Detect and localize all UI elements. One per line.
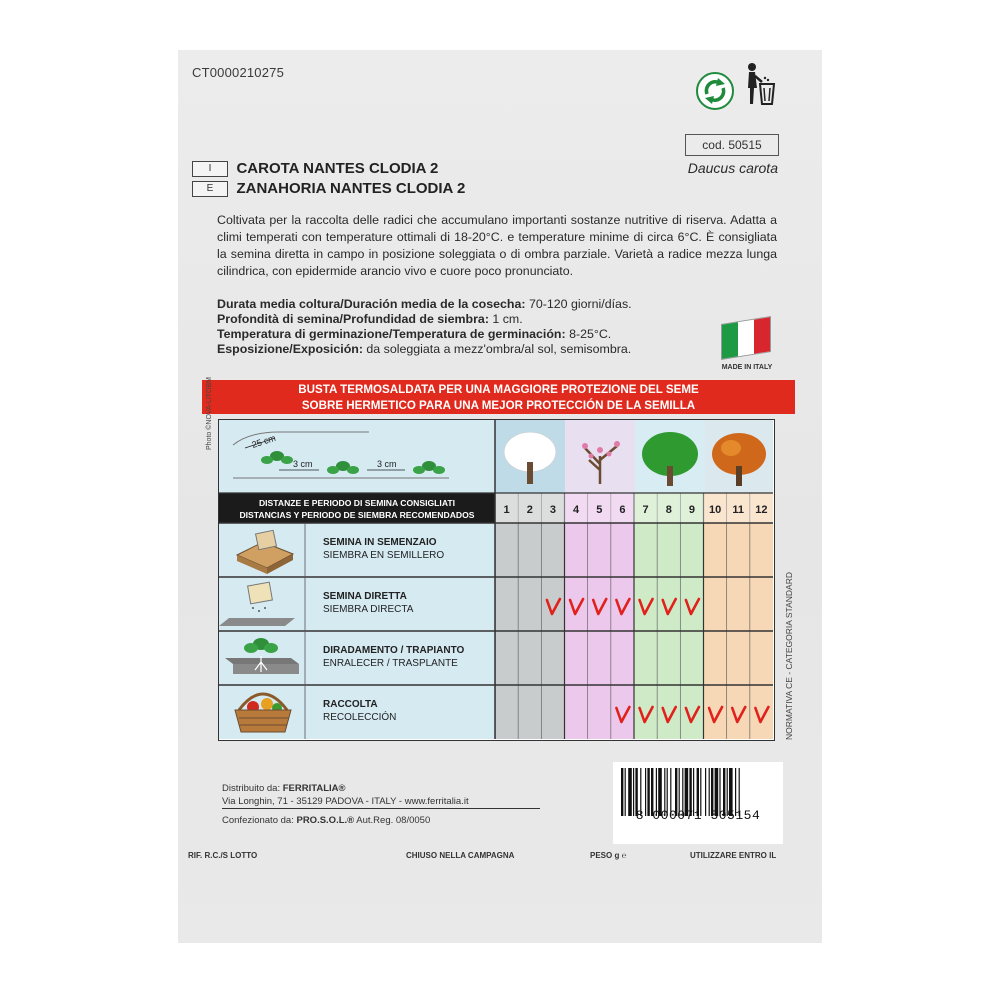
photo-credit: Photo ©NOVA-LITOBM <box>206 377 213 450</box>
item-code: cod. 50515 <box>685 134 779 156</box>
distributor-line: Distribuito da: FERRITALIA® <box>222 783 346 794</box>
activity-2-es: ENRALECER / TRASPLANTE <box>323 658 458 669</box>
barcode <box>613 762 783 844</box>
month-column-7 <box>634 493 657 739</box>
calendar-header-es: DISTANCIAS Y PERIODO DE SIEMBRA RECOMENDADOS <box>239 510 475 520</box>
description: Coltivata per la raccolta delle radici che accumulano importanti sostanze nutritive di riserva. Adatta a climi temperati con temperature ottimali di 18-20°C. e temperature minime di circa 6°C. È consigliata la semina diretta in campo in posizione soleggiata o di ombra parziale. Varietà a radice mezza lunga cilindrica, con epidermide arancio vivo e cuore poco pronunciato. <box>217 213 777 278</box>
spacing-diagram-bg <box>219 420 495 493</box>
title-es: ZANAHORIA NANTES CLODIA 2 <box>236 180 466 198</box>
month-number-5: 5 <box>596 504 603 516</box>
plant-spacing-label-2: 3 cm <box>377 459 397 469</box>
month-number-3: 3 <box>549 504 556 516</box>
fact-depth: Profondità di semina/Profundidad de siembra: 1 cm. <box>217 312 523 326</box>
lang-badge-it: I <box>192 161 228 177</box>
recycle-icon <box>696 72 734 110</box>
month-column-6 <box>611 493 634 739</box>
packer-info: Confezionato da: PRO.S.O.L.® Aut.Reg. 08/0050 <box>222 815 431 826</box>
banner-line-es: SOBRE HERMETICO PARA UNA MEJOR PROTECCIÓN DE LA SEMILLA <box>301 399 696 412</box>
cultivation-facts <box>217 297 717 357</box>
month-columns <box>495 493 773 739</box>
sowing-calendar <box>218 419 775 741</box>
month-column-10 <box>704 493 727 739</box>
activity-1-it: SEMINA DIRETTA <box>323 591 407 602</box>
month-number-1: 1 <box>503 504 510 516</box>
seed-packet-back <box>178 50 822 943</box>
product-code: CT0000210275 <box>192 65 285 80</box>
barcode-number: 8 000071 505154 <box>635 808 761 823</box>
month-header-row <box>495 493 773 523</box>
activity-2-it: DIRADAMENTO / TRAPIANTO <box>323 645 465 656</box>
made-in-italy-label: MADE IN ITALY <box>721 364 773 371</box>
title-es-row <box>192 180 465 198</box>
plant-spacing-label-1: 3 cm <box>293 459 313 469</box>
activity-3-es: RECOLECCIÓN <box>323 712 397 723</box>
winter-tree-icon <box>495 420 565 493</box>
month-number-12: 12 <box>755 504 768 516</box>
season-illustrations <box>495 420 773 493</box>
month-column-3 <box>541 493 564 739</box>
spring-tree-icon <box>565 420 635 493</box>
month-number-7: 7 <box>642 504 649 516</box>
summer-tree-icon <box>635 420 705 493</box>
lang-badge-es: E <box>192 181 228 197</box>
month-number-11: 11 <box>732 504 745 516</box>
fact-duration: Durata media coltura/Duración media de la cosecha: 70-120 giorni/días. <box>217 297 632 311</box>
footer-lot: RIF. R.C./S LOTTO <box>188 851 258 860</box>
month-number-2: 2 <box>526 504 533 516</box>
month-column-2 <box>518 493 541 739</box>
calendar-header-it: DISTANZE E PERIODO DI SEMINA CONSIGLIATI <box>258 498 456 508</box>
normativa-label: NORMATIVA CE - CATEGORIA STANDARD <box>784 572 794 740</box>
month-column-12 <box>750 493 773 739</box>
month-column-11 <box>727 493 750 739</box>
title-it: CAROTA NANTES CLODIA 2 <box>236 160 439 178</box>
month-number-6: 6 <box>619 504 626 516</box>
month-number-4: 4 <box>573 504 580 516</box>
month-column-4 <box>565 493 588 739</box>
warning-banner <box>202 380 795 414</box>
month-column-8 <box>657 493 680 739</box>
distribution-info <box>222 782 469 808</box>
activity-3-it: RACCOLTA <box>323 699 378 710</box>
activity-1-es: SIEMBRA DIRECTA <box>323 604 414 615</box>
month-number-9: 9 <box>688 504 695 516</box>
activity-0-es: SIEMBRA EN SEMILLERO <box>323 550 445 561</box>
trash-bin-icon <box>743 62 777 108</box>
footer-expiry: UTILIZZARE ENTRO IL <box>690 851 777 860</box>
latin-name: Daucus carota <box>687 160 778 176</box>
italy-flag <box>721 316 771 360</box>
footer-weight: PESO g ℮ <box>590 851 627 860</box>
month-column-9 <box>680 493 703 739</box>
autumn-tree-icon <box>705 420 773 493</box>
fact-exposure: Esposizione/Exposición: da soleggiata a mezz'ombra/al sol, semisombra. <box>217 342 632 356</box>
banner-line-it: BUSTA TERMOSALDATA PER UNA MAGGIORE PROTEZIONE DEL SEME <box>298 383 699 396</box>
month-column-5 <box>588 493 611 739</box>
calendar-svg <box>219 420 773 739</box>
month-column-1 <box>495 493 518 739</box>
footer-closed: CHIUSO NELLA CAMPAGNA <box>406 851 515 860</box>
separator-line <box>222 808 540 809</box>
activity-0-it: SEMINA IN SEMENZAIO <box>323 537 437 548</box>
month-number-8: 8 <box>665 504 672 516</box>
fact-temperature: Temperatura di germinazione/Temperatura de germinación: 8-25°C. <box>217 327 612 341</box>
row-spacing-label: 25 cm <box>250 432 277 450</box>
title-it-row <box>192 160 438 178</box>
month-number-10: 10 <box>708 504 722 516</box>
barcode-bars <box>613 762 783 844</box>
distributor-address: Via Longhin, 71 - 35129 PADOVA - ITALY - www.ferritalia.it <box>222 796 469 807</box>
